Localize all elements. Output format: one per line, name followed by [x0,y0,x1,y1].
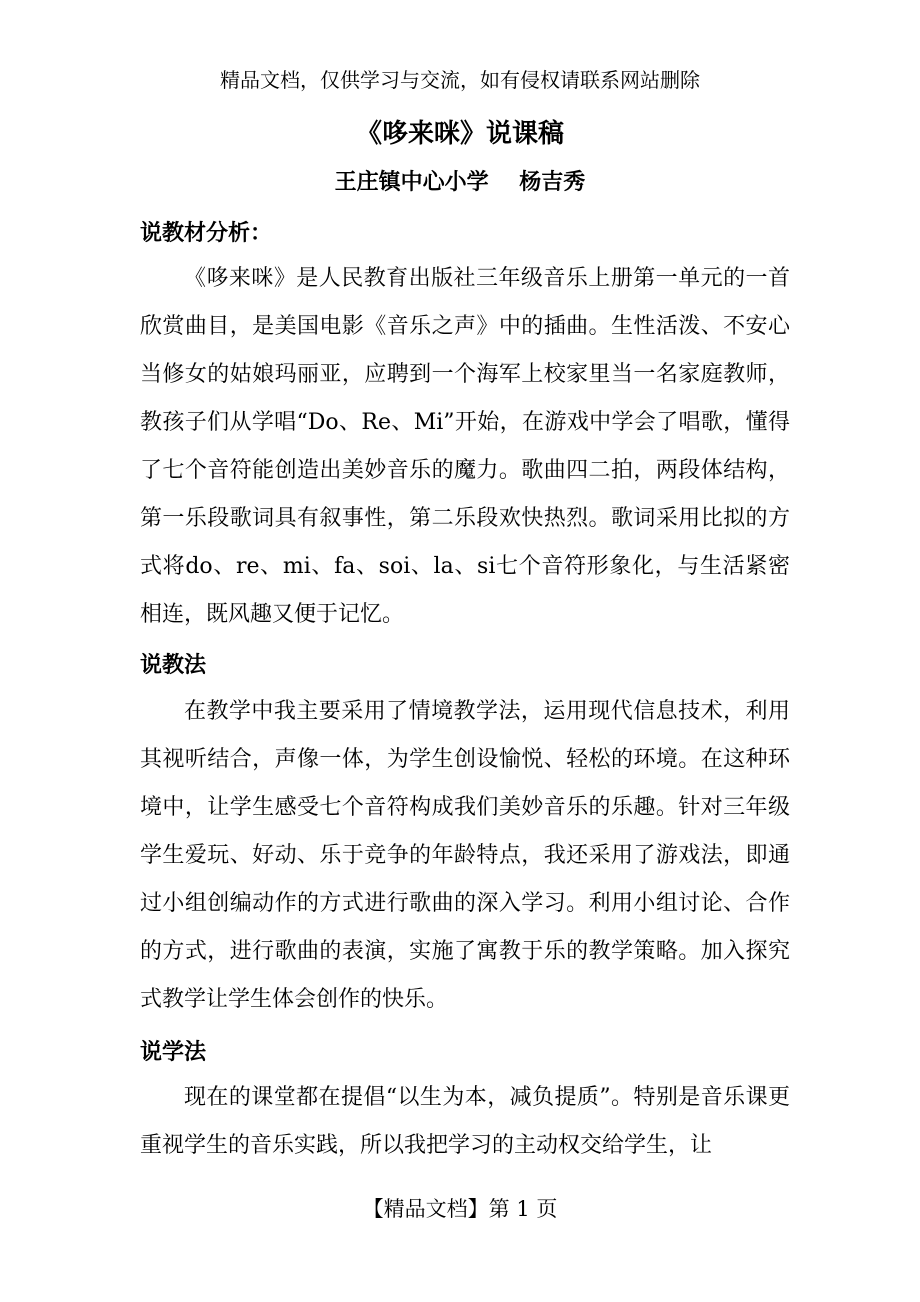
section-heading-materials: 说教材分析： [140,221,273,246]
document-title: 《哆来咪》说课稿 [355,119,564,149]
section-paragraph-teaching-methods: 在教学中我主要采用了情境教学法，运用现代信息技术，利用其视听结合，声像一体，为学生创设愉悦、轻松的环境。在这种环境中，让学生感受七个音符构成我们美妙音乐的乐趣。针对三年级学生爱玩、好动、乐于竞争的年龄特点，我还采用了游戏法，即通过小组创编动作的方式进行歌曲的深入学习。利用小组讨论、合作的方式，进行歌曲的表演，实施了寓教于乐的教学策略。加入探究式教学让学生体会创作的快乐。 [140,699,790,1012]
author-line: 王庄镇中心小学 杨吉秀 [334,170,586,195]
section-heading-learning-methods: 说学法 [140,1040,207,1065]
page-footer: 【精品文档】第 1 页 [362,1197,558,1221]
header-note: 精品文档，仅供学习与交流，如有侵权请联系网站删除 [220,68,700,92]
section-paragraph-learning-methods: 现在的课堂都在提倡“以生为本，减负提质”。特别是音乐课更重视学生的音乐实践，所以我把学习的主动权交给学生，让 [140,1085,790,1158]
section-paragraph-materials: 《哆来咪》是人民教育出版社三年级音乐上册第一单元的一首欣赏曲目，是美国电影《音乐之声》中的插曲。生性活泼、不安心当修女的姑娘玛丽亚，应聘到一个海军上校家里当一名家庭教师，教孩子们从学唱“Do、Re、Mi”开始，在游戏中学会了唱歌，懂得了七个音符能创造出美妙音乐的魔力。歌曲四二拍，两段体结构，第一乐段歌词具有叙事性，第二乐段欢快热烈。歌词采用比拟的方式将do、re、mi、fa、soi、la、si七个音符形象化，与生活紧密相连，既风趣又便于记忆。 [140,266,790,627]
section-heading-teaching-methods: 说教法 [140,653,207,678]
